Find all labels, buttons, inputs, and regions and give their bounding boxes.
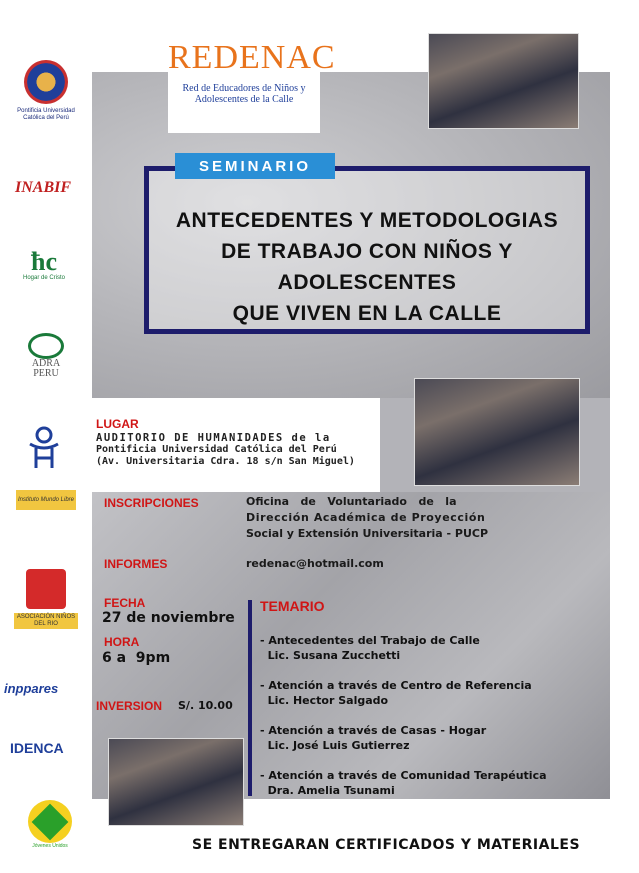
temario-divider	[248, 600, 252, 796]
redenac-subtitle: Red de Educadores de Niños y Adolescentes de la Calle	[182, 83, 306, 105]
pucp-logo	[14, 56, 78, 126]
temario-list	[260, 633, 590, 798]
inscripciones-line-2: Dirección Académica de Proyección	[246, 511, 486, 524]
temario-topic: - Atención a través de Casas - Hogar	[260, 724, 487, 737]
adra-people-icon	[28, 333, 64, 359]
hora-value: 6 a 9pm	[102, 650, 171, 666]
temario-item	[260, 678, 590, 708]
instituto-mundo-libre-logo	[16, 490, 76, 510]
hogar-mark-icon: ħc	[31, 246, 57, 276]
mundo-libre-label: Instituto Mundo Libre	[17, 496, 75, 503]
inscripciones-block	[246, 494, 562, 542]
hora-label: HORA	[104, 635, 140, 649]
seminario-tab: SEMINARIO	[175, 153, 335, 179]
inscripciones-label: INSCRIPCIONES	[104, 496, 199, 510]
temario-speaker: Lic. Susana Zucchetti	[260, 649, 401, 662]
title-line-3: ADOLESCENTES	[277, 271, 457, 294]
inscripciones-line-1: Oficina de Voluntariado de la	[246, 495, 457, 508]
inscripciones-line-3: Social y Extensión Universitaria - PUCP	[246, 527, 489, 540]
footer-certificates: SE ENTREGARAN CERTIFICADOS Y MATERIALES	[192, 837, 581, 853]
inabif-label: INABIF	[14, 179, 72, 196]
seminar-title-box	[144, 166, 590, 334]
idenca-logo	[10, 738, 82, 766]
group-photo	[414, 378, 580, 486]
temario-label: TEMARIO	[260, 598, 325, 614]
child-figure-icon	[27, 426, 61, 472]
redenac-wordmark: REDENAC	[168, 39, 336, 76]
informes-email[interactable]: redenac@hotmail.com	[246, 557, 384, 570]
redenac-logo	[168, 25, 336, 133]
lugar-line-1: AUDITORIO DE HUMANIDADES de la	[96, 432, 331, 444]
asociacion-ninos-del-rio-logo	[14, 562, 78, 636]
hogar-label: Hogar de Cristo	[22, 274, 66, 281]
informes-label: INFORMES	[104, 557, 168, 571]
inversion-value: S/. 10.00	[178, 699, 233, 712]
inabif-logo	[10, 168, 76, 208]
inversion-label: INVERSION	[96, 699, 163, 713]
bottom-photo	[108, 738, 244, 826]
hogar-de-cristo-logo	[18, 242, 70, 288]
pucp-seal-icon	[24, 60, 68, 104]
jovenes-logo	[18, 800, 82, 850]
rio-label: ASOCIACIÓN NIÑOS DEL RIO	[16, 614, 76, 627]
fecha-label: FECHA	[104, 596, 146, 610]
temario-topic: - Atención a través de Centro de Referencia	[260, 679, 532, 692]
title-line-2: DE TRABAJO CON NIÑOS Y	[221, 240, 513, 263]
temario-speaker: Lic. Hector Salgado	[260, 694, 389, 707]
title-line-4: QUE VIVEN EN LA CALLE	[232, 302, 502, 325]
child-figure-logo	[24, 424, 64, 474]
temario-item	[260, 768, 590, 798]
temario-speaker: Dra. Amelia Tsunami	[260, 784, 395, 797]
jovenes-label: Jóvenes Unidos	[32, 843, 68, 849]
jovenes-emblem-icon	[28, 800, 72, 843]
lugar-line-3: (Av. Universitaria Cdra. 18 s/n San Miguel)	[96, 456, 355, 467]
inppares-logo	[4, 678, 88, 696]
idenca-label: IDENCA	[10, 740, 64, 756]
lugar-block	[96, 432, 386, 468]
title-line-1: ANTECEDENTES Y METODOLOGIAS	[175, 209, 559, 232]
lugar-label: LUGAR	[96, 417, 139, 431]
temario-item	[260, 723, 590, 753]
inppares-label: inppares	[4, 681, 59, 696]
adra-logo	[20, 328, 72, 384]
adra-label: ADRA PERU	[31, 358, 61, 379]
fecha-value: 27 de noviembre	[102, 610, 235, 626]
pucp-caption: Pontificia Universidad Católica del Perú	[17, 108, 75, 121]
top-photo	[428, 33, 579, 129]
temario-item	[260, 633, 590, 663]
temario-topic: - Antecedentes del Trabajo de Calle	[260, 634, 480, 647]
rio-emblem-icon	[26, 569, 66, 609]
temario-topic: - Atención a través de Comunidad Terapéutica	[260, 769, 547, 782]
temario-speaker: Lic. José Luis Gutierrez	[260, 739, 410, 752]
lugar-line-2: Pontificia Universidad Católica del Perú	[96, 444, 337, 455]
